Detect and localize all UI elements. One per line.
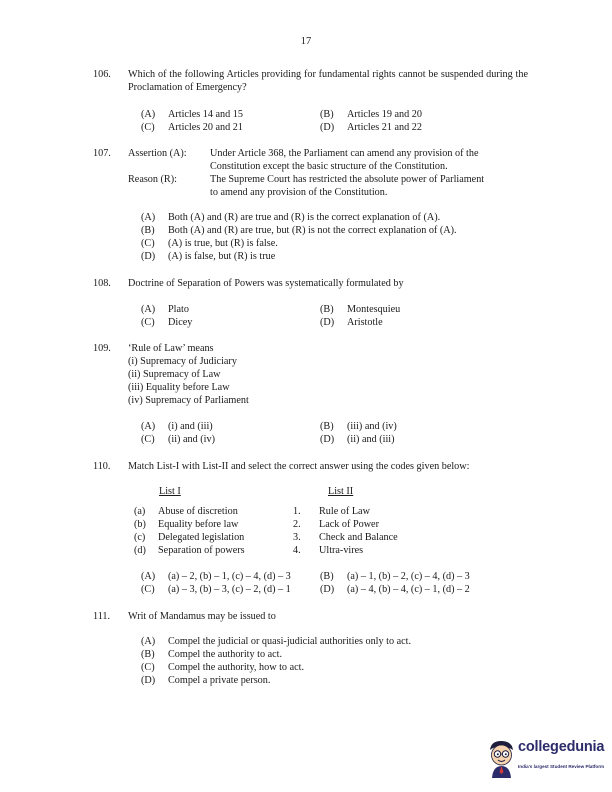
option-d [141, 250, 275, 263]
option-a [141, 420, 213, 433]
option-text: (iii) and (iv) [347, 421, 397, 432]
option-text: (ii) and (iv) [168, 434, 215, 445]
list2-text: Lack of Power [319, 519, 379, 530]
question-stem: ‘Rule of Law’ means [128, 343, 214, 354]
list1-label: (a) [134, 506, 146, 517]
question-stem: Match List-I with List-II and select the correct answer using the codes given below: [128, 461, 470, 472]
option-text: (i) and (iii) [168, 421, 213, 432]
option-text: Articles 19 and 20 [347, 109, 422, 120]
option-label: (C) [141, 122, 155, 133]
option-text: (ii) and (iii) [347, 434, 395, 445]
question-number: 109. [93, 343, 111, 354]
list2-label: 1. [293, 506, 301, 517]
logo-wordmark: collegedunia [518, 739, 605, 755]
option-text: Both (A) and (R) are true and (R) is the correct explanation of (A). [168, 212, 441, 223]
list1-text: Equality before law [158, 519, 239, 530]
option-d [320, 583, 470, 596]
option-b [141, 224, 457, 237]
option-text: Articles 14 and 15 [168, 109, 243, 120]
student-mascot-icon [485, 738, 519, 778]
option-a [141, 211, 440, 224]
option-label: (B) [320, 109, 334, 120]
question-number: 108. [93, 278, 111, 289]
list1-label: (d) [134, 545, 146, 556]
list2-text: Ultra-vires [319, 545, 364, 556]
option-text: (a) – 1, (b) – 2, (c) – 4, (d) – 3 [347, 571, 470, 582]
option-label: (B) [320, 421, 334, 432]
option-a [141, 108, 243, 121]
option-d [141, 674, 270, 687]
option-b [320, 420, 397, 433]
option-label: (D) [320, 434, 335, 445]
option-text: Montesquieu [347, 304, 401, 315]
list-item: (iv) Supremacy of Parliament [128, 395, 249, 406]
list1-label: (b) [134, 519, 146, 530]
collegedunia-logo [485, 738, 605, 778]
list2-text: Check and Balance [319, 532, 398, 543]
assertion-label: Assertion (A): [128, 148, 187, 159]
option-label: (B) [320, 304, 334, 315]
option-a [141, 635, 411, 648]
list2-label: 2. [293, 519, 301, 530]
question-number: 106. [93, 69, 111, 80]
option-a [141, 303, 189, 316]
option-text: (A) is false, but (R) is true [168, 251, 276, 262]
option-label: (A) [141, 212, 156, 223]
option-text: Both (A) and (R) are true, but (R) is not the correct explanation of (A). [168, 225, 457, 236]
reason-label: Reason (R): [128, 174, 177, 185]
option-text: Plato [168, 304, 189, 315]
option-text: (a) – 4, (b) – 4, (c) – 1, (d) – 2 [347, 584, 470, 595]
option-label: (B) [141, 649, 155, 660]
option-c [141, 661, 304, 674]
list1-text: Abuse of discretion [158, 506, 238, 517]
page-number: 17 [300, 36, 312, 47]
option-b [320, 303, 400, 316]
option-b [320, 108, 422, 121]
reason-text: The Supreme Court has restricted the absolute power of Parliament [210, 174, 485, 185]
question-number: 107. [93, 148, 111, 159]
list2-header: List II [328, 486, 354, 497]
option-label: (A) [141, 109, 156, 120]
option-label: (A) [141, 421, 156, 432]
option-label: (A) [141, 304, 156, 315]
option-text: (a) – 3, (b) – 3, (c) – 2, (d) – 1 [168, 584, 291, 595]
option-text: Compel the authority, how to act. [168, 662, 304, 673]
question-number: 110. [93, 461, 111, 472]
list2-text: Rule of Law [319, 506, 370, 517]
option-label: (B) [320, 571, 334, 582]
option-text: Articles 20 and 21 [168, 122, 243, 133]
question-stem: Writ of Mandamus may be issued to [128, 611, 276, 622]
option-label: (D) [320, 317, 335, 328]
option-label: (A) [141, 571, 156, 582]
list1-label: (c) [134, 532, 146, 543]
option-label: (D) [320, 584, 335, 595]
option-d [320, 316, 383, 329]
list1-text: Delegated legislation [158, 532, 245, 543]
option-label: (B) [141, 225, 155, 236]
option-label: (D) [141, 251, 156, 262]
list1-header: List I [159, 486, 181, 497]
option-c [141, 316, 192, 329]
list-item: (iii) Equality before Law [128, 382, 230, 393]
option-label: (D) [320, 122, 335, 133]
question-stem: Doctrine of Separation of Powers was systematically formulated by [128, 278, 404, 289]
option-b [141, 648, 282, 661]
option-text: Aristotle [347, 317, 383, 328]
assertion-text: Constitution except the basic structure of the Constitution. [210, 161, 448, 172]
option-c [141, 433, 215, 446]
option-label: (C) [141, 584, 155, 595]
option-text: Dicey [168, 317, 193, 328]
option-b [320, 570, 470, 583]
option-text: (A) is true, but (R) is false. [168, 238, 278, 249]
option-label: (C) [141, 238, 155, 249]
option-c [141, 237, 278, 250]
list2-label: 4. [293, 545, 301, 556]
option-text: Articles 21 and 22 [347, 122, 422, 133]
option-text: Compel the judicial or quasi-judicial authorities only to act. [168, 636, 412, 647]
option-d [320, 121, 422, 134]
option-text: Compel the authority to act. [168, 649, 283, 660]
option-label: (C) [141, 317, 155, 328]
question-stem: Which of the following Articles providing for fundamental rights cannot be suspended during the Proclamation of Emergency? [128, 69, 528, 93]
option-a [141, 570, 291, 583]
option-label: (C) [141, 434, 155, 445]
option-label: (A) [141, 636, 156, 647]
option-label: (D) [141, 675, 156, 686]
list2-label: 3. [293, 532, 301, 543]
option-text: (a) – 2, (b) – 1, (c) – 4, (d) – 3 [168, 571, 291, 582]
option-d [320, 433, 395, 446]
option-text: Compel a private person. [168, 675, 271, 686]
assertion-text: Under Article 368, the Parliament can amend any provision of the [210, 148, 479, 159]
question-number: 111. [93, 611, 111, 622]
list1-text: Separation of powers [158, 545, 245, 556]
reason-text: to amend any provision of the Constitution. [210, 187, 388, 198]
list-item: (i) Supremacy of Judiciary [128, 356, 237, 367]
option-label: (C) [141, 662, 155, 673]
option-c [141, 583, 291, 596]
logo-tagline: India's largest Student Review Platform [518, 764, 605, 769]
option-c [141, 121, 243, 134]
list-item: (ii) Supremacy of Law [128, 369, 221, 380]
